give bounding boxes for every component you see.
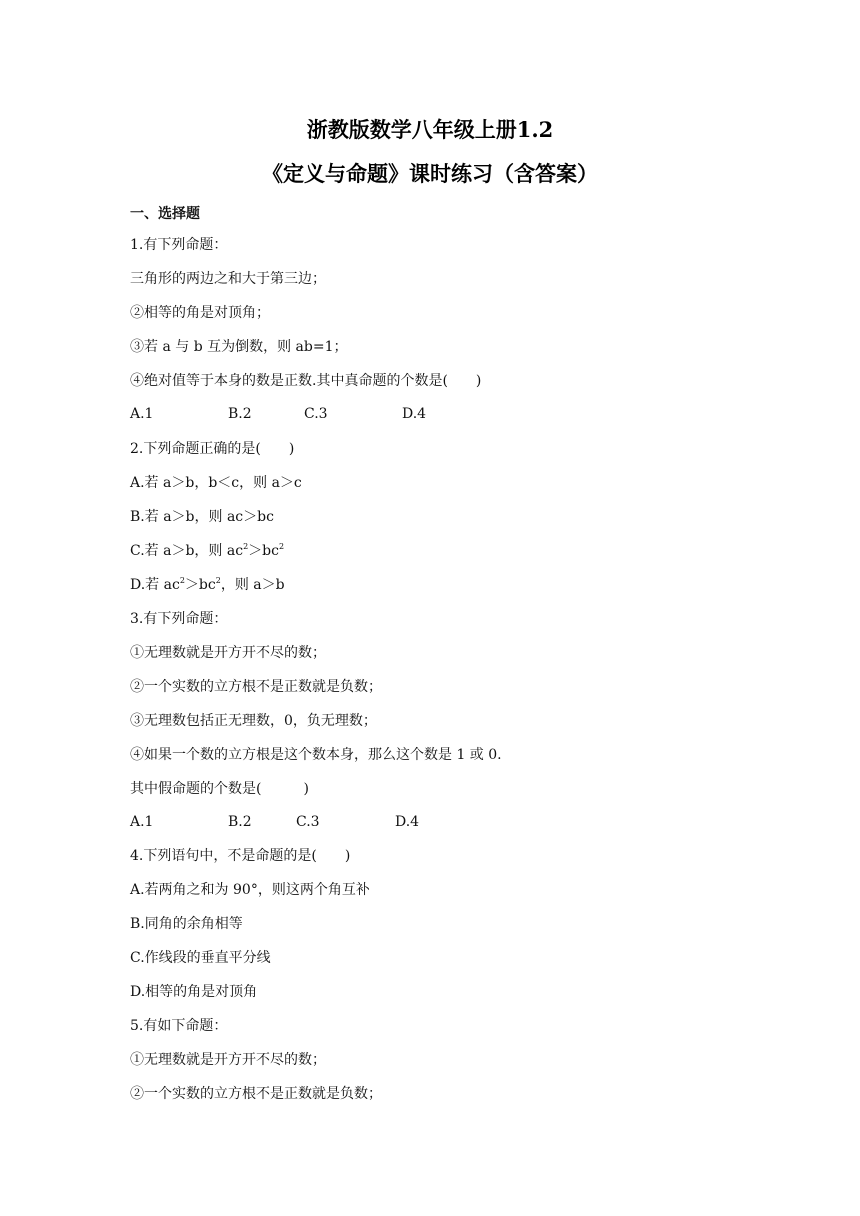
q1-option-b: B.2 [228,406,252,422]
q1-statement-1: 三角形的两边之和大于第三边； [130,271,326,287]
q1-stem: 1.有下列命题： [130,237,228,253]
q1-option-c: C.3 [304,406,328,422]
q3-option-c: C.3 [296,814,320,830]
q4-stem: 4.下列语句中，不是命题的是( ) [130,848,351,864]
q2-stem: 2.下列命题正确的是( ) [130,441,295,457]
q3-stem: 3.有下列命题： [130,611,228,627]
q4-option-d: D.相等的角是对顶角 [130,984,258,1000]
q3-statement-4: ④如果一个数的立方根是这个数本身，那么这个数是 1 或 0. [130,747,502,763]
q2-c-exponent-1: 2 [243,542,249,551]
q2-option-a: A.若 a＞b，b＜c，则 a＞c [130,475,302,491]
q2-option-b: B.若 a＞b，则 ac＞bc [130,509,274,525]
q1-statement-3: ③若 a 与 b 互为倒数，则 ab=1； [130,339,348,355]
q1-option-d: D.4 [402,406,427,422]
doc-title-line1: 浙教版数学八年级上册1.2 [306,117,554,142]
q2-option-d [130,576,285,594]
q3-ask: 其中假命题的个数是( ) [130,781,309,797]
doc-title-line2: 《定义与命题》课时练习（含答案） [262,161,598,186]
section-heading: 一、选择题 [130,206,200,222]
q2-c-exponent-2: 2 [278,542,285,551]
q5-stem: 5.有如下命题： [130,1018,228,1034]
q4-option-c: C.作线段的垂直平分线 [130,950,271,966]
q4-option-a: A.若两角之和为 90°，则这两个角互补 [130,882,370,898]
q2-d-text-1: D.若 ac [130,577,180,593]
q3-statement-3: ③无理数包括正无理数，0，负无理数； [130,713,377,729]
q3-option-b: B.2 [228,814,252,830]
q4-option-b: B.同角的余角相等 [130,916,243,932]
q2-c-text-1: C.若 a＞b，则 ac [130,543,244,559]
q2-c-text-2: ＞bc [248,543,279,559]
q3-statement-1: ①无理数就是开方开不尽的数； [130,645,326,661]
q2-d-exponent-2: 2 [215,576,221,585]
q1-option-a: A.1 [130,406,154,422]
q2-d-text-2: ＞bc [184,577,216,593]
q1-statement-2: ②相等的角是对顶角； [130,305,270,321]
q2-d-text-3: ，则 a＞b [220,577,285,593]
q3-option-a: A.1 [130,814,154,830]
q3-option-d: D.4 [395,814,420,830]
q5-statement-1: ①无理数就是开方开不尽的数； [130,1052,326,1068]
q2-d-exponent-1: 2 [179,576,185,585]
q5-statement-2: ②一个实数的立方根不是正数就是负数； [130,1086,382,1102]
q2-option-c [130,542,284,560]
q1-statement-4: ④绝对值等于本身的数是正数.其中真命题的个数是( ) [130,373,482,389]
q3-statement-2: ②一个实数的立方根不是正数就是负数； [130,679,382,695]
